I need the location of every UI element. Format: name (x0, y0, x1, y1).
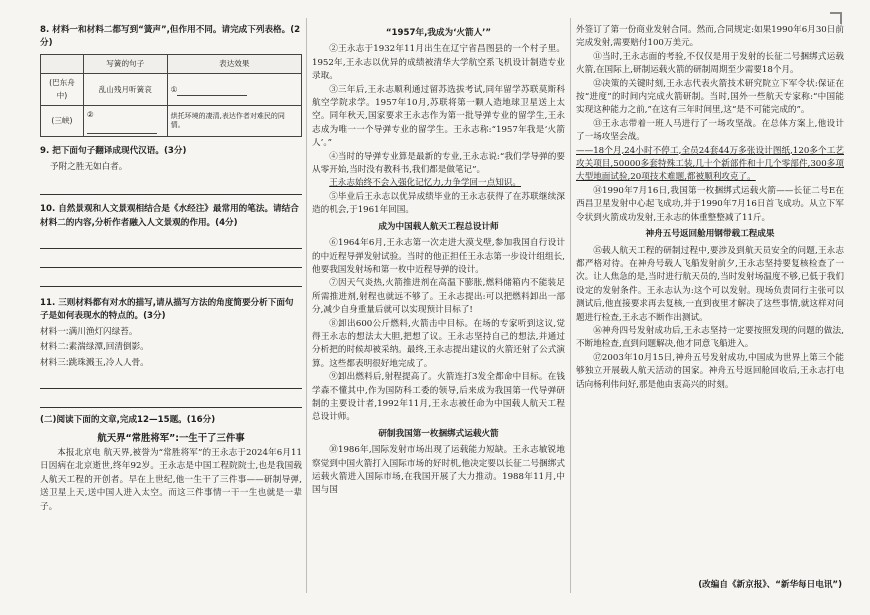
subheading-rocket: 研制我国第一枚捆绑式运载火箭 (378, 428, 499, 439)
q8-row1-source: (巴东舟中) (41, 73, 84, 105)
question-10: 10. 自然景观和人文景观相结合是《水经注》最常用的笔法。请结合材料二的内容,分析作者融入人文景观的作用。(4分) (40, 204, 299, 228)
answer-line[interactable] (40, 272, 302, 287)
article-paragraph-5: ⑤毕业后王永志以优异成绩毕业的王永志获得了在苏联继续深造的机会,于1961年回国。 (312, 191, 565, 216)
q8-row2-source: (三峡) (41, 105, 84, 137)
answer-line[interactable] (40, 180, 302, 195)
column-divider (306, 18, 307, 593)
article-paragraph-2: ②王永志于1932年11月出生在辽宁省昌图县的一个村子里。1952年,王永志以优异的成绩被清华大学航空系飞机设计制造专业录取。 (312, 44, 565, 82)
answer-line[interactable] (40, 393, 302, 408)
article-paragraph-1: 本报北京电 航天界,被誉为“常胜将军”的王永志于2024年6月11日因病在北京逝世,终年92岁。王永志是中国工程院院士,也是我国载人航天工程的开创者。早在上世纪,他一生干了三件事——研制导弹,送卫星上天,送中国人进入太空。而这三件事情一干一生也就是一辈子。 (40, 447, 302, 512)
article-paragraph-10: ⑩1986年,国际发射市场出现了运载能力短缺。王永志敏锐地察觉到中国火箭打入国际市场的好时机,他决定要以长征二号捆绑式运载火箭进入国际市场,在我国开展了大力推动。1988年11月,中国与国 (312, 445, 565, 496)
article-paragraph-6: ⑥1964年6月,王永志第一次走进大漠戈壁,参加我国自行设计的中近程导弹发射试验。当时的他正担任王永志第一步设计组组长,他要我国发射场和第一枚中近程导弹的设计。 (312, 238, 565, 275)
section-2-heading: (二)阅读下面的文章,完成12—15题。(16分) (40, 415, 216, 426)
article-title: 航天界“常胜将军”:一生干了三件事 (97, 432, 245, 444)
question-9: 9. 把下面句子翻译成现代汉语。(3分) (40, 146, 187, 157)
q8-row2-effect: 烘托环境的凄清,表达作者对难民的同情。 (167, 105, 301, 137)
answer-line[interactable] (40, 234, 302, 249)
q8-col1-header: 写簧的句子 (83, 54, 167, 73)
question-11: 11. 三则材料都有对水的描写,请从描写方法的角度简要分析下面句子是如何表现水的特点的。(3分) (40, 298, 294, 322)
q11-material-1: 材料一:满川渔灯闪绿苔。 (40, 326, 138, 337)
article-paragraph-14: ⑭1990年7月16日,我国第一枚捆绑式运载火箭——长征二号E在西昌卫星发射中心起飞成功,并于1990年7月16日首飞成功。从立下军令状到火箭成功发射,王永志的体重整整减了11斤。 (576, 185, 844, 223)
column-divider (570, 18, 571, 593)
subheading-chief-designer: 成为中国载人航天工程总设计师 (378, 221, 499, 232)
article-paragraph-13: ⑬王永志带着一班人马进行了一场攻坚战。在总体方案上,他设计了一场攻坚会战。 (576, 118, 844, 143)
article-paragraph-9: ⑨卸出燃料后,射程提高了。火箭连打3发全都命中目标。在钱学森不懂其中,作为国防科工委的领导,后来成为我国第一代导弹研制的主要设计者,1992年11月,王永志被任命为中国载人航天工程总设计师。 (312, 372, 565, 423)
article-paragraph-4: ④当时的导弹专业算是最新的专业,王永志说:“我们学导弹的要从零开始,当时没有教科书,我们都是做笔记”。 (312, 151, 565, 176)
article-paragraph-10-cont: 外签订了第一份商业发射合同。然而,合同规定:如果1990年6月30日前完成发射,需要赔付100万美元。 (576, 25, 844, 49)
q8-table (40, 54, 302, 138)
q9-sentence: 予附之胜无如白者。 (50, 161, 128, 172)
article-source: (改编自《新京报》、“新华每日电讯”) (698, 580, 842, 590)
subheading-1957: “1957年,我成为‘火箭人’” (385, 28, 492, 38)
q8-row1-sentence: 乱山残月听簧哀 (83, 73, 167, 105)
column-left (40, 24, 302, 514)
question-8: 8. 材料一和材料二都写到“簧声”,但作用不同。请完成下列表格。(2分) (40, 25, 301, 49)
column-middle (312, 24, 565, 498)
article-paragraph-3: ③三年后,王永志顺利通过留苏选拔考试,同年留学苏联莫斯科航空学院求学。1957年10月,苏联将第一颗人造地球卫星送上太空。同年秋天,国家要求王永志作为第一批导弹专业的留学生,王永志成为唯一一个导弹专业的留学生。王永志称:“1957年我是‘火箭人’。” (312, 84, 565, 149)
article-paragraph-8: ⑧卸出600公斤燃料,火箭击中目标。在场的专家听到这议,觉得王永志的想法太大胆,把想了议。王永志坚持自己的想法,并通过分析把的时候却被采纳。最终,王永志提出建议的火箭还射了公式演算。这些都表明很好地完成了。 (312, 318, 565, 369)
q8-row1-effect[interactable]: ① (167, 73, 301, 105)
subheading-shenzhou: 神舟五号返回舱用钢带载工程成果 (645, 229, 775, 240)
article-paragraph-7: ⑦因天气炎热,火箭推进剂在高温下膨胀,燃料储箱内不能装足所需推进剂,射程也就远不够了。王永志提出:可以把燃料卸出一部分,减少自身重量后就可以实现预计目标了! (312, 278, 565, 316)
article-paragraph-13-underlined: ——18个月,24小时不停工,全员24套44万多张设计图纸,120多个工艺攻关项目,50000多套特殊工装,几十个新部件和十几个零部件,300多项大型地面试验,20项技术难题,都被顺利攻克了。 (576, 145, 844, 183)
article-paragraph-17: ⑰2003年10月15日,神舟五号发射成功,中国成为世界上第三个能够独立开展载人航天活动的国家。神舟五号返回舱回收后,王永志打电话向杨利伟问好,那是他由衷高兴的时刻。 (576, 352, 844, 390)
answer-line[interactable] (40, 374, 302, 389)
column-right (576, 24, 844, 392)
article-paragraph-15: ⑮载人航天工程的研制过程中,要涉及到航天员安全的问题,王永志都严格对待。在神舟号载人飞船发射前夕,王永志坚持要复核检查了一次。让人焦急的是,当时进行航天员的,当时发射场温度不够,已低于我们设定的发射条件。王永志认为:这个可以发射。现场负责同行主张可以测试后,他直接要求再去复核,一直到夜里才解决了这些事情,就这样对问题进行检查,王永志不断作出测试。 (576, 245, 844, 323)
q11-material-2: 材料二:素湍绿潭,回清倒影。 (40, 342, 149, 353)
article-paragraph-12: ⑫决策的关键时刻,王永志代表火箭技术研究院立下军令状:保证在按“进度”的时间内完成火箭研制。当时,国外一些航天专家称:“中国能实现这种能力之前,”在这有三年时间里,这“是不可能完成的”。 (576, 78, 844, 116)
article-paragraph-4-underlined: 王永志始终不会入强化记忆力,力争学回一点知识。 (329, 178, 521, 189)
answer-line[interactable] (40, 253, 302, 268)
q8-row2-sentence[interactable]: ② (83, 105, 167, 137)
article-paragraph-11: ⑪当时,王永志面的考验,不仅仅是用于发射的长征二号捆绑式运载火箭,在国际上,研制运载火箭的研制周期至少需要18个月。 (576, 51, 844, 76)
article-paragraph-16: ⑯神舟四号发射成功后,王永志坚持一定要按照发现的问题的做法,不断地检查,直到问题解决,他才同意飞船进入。 (576, 325, 844, 350)
q11-material-3: 材料三:跳珠溅玉,冷人人骨。 (40, 357, 149, 368)
page-corner-mark (830, 12, 842, 24)
q8-col2-header: 表达效果 (167, 54, 301, 73)
